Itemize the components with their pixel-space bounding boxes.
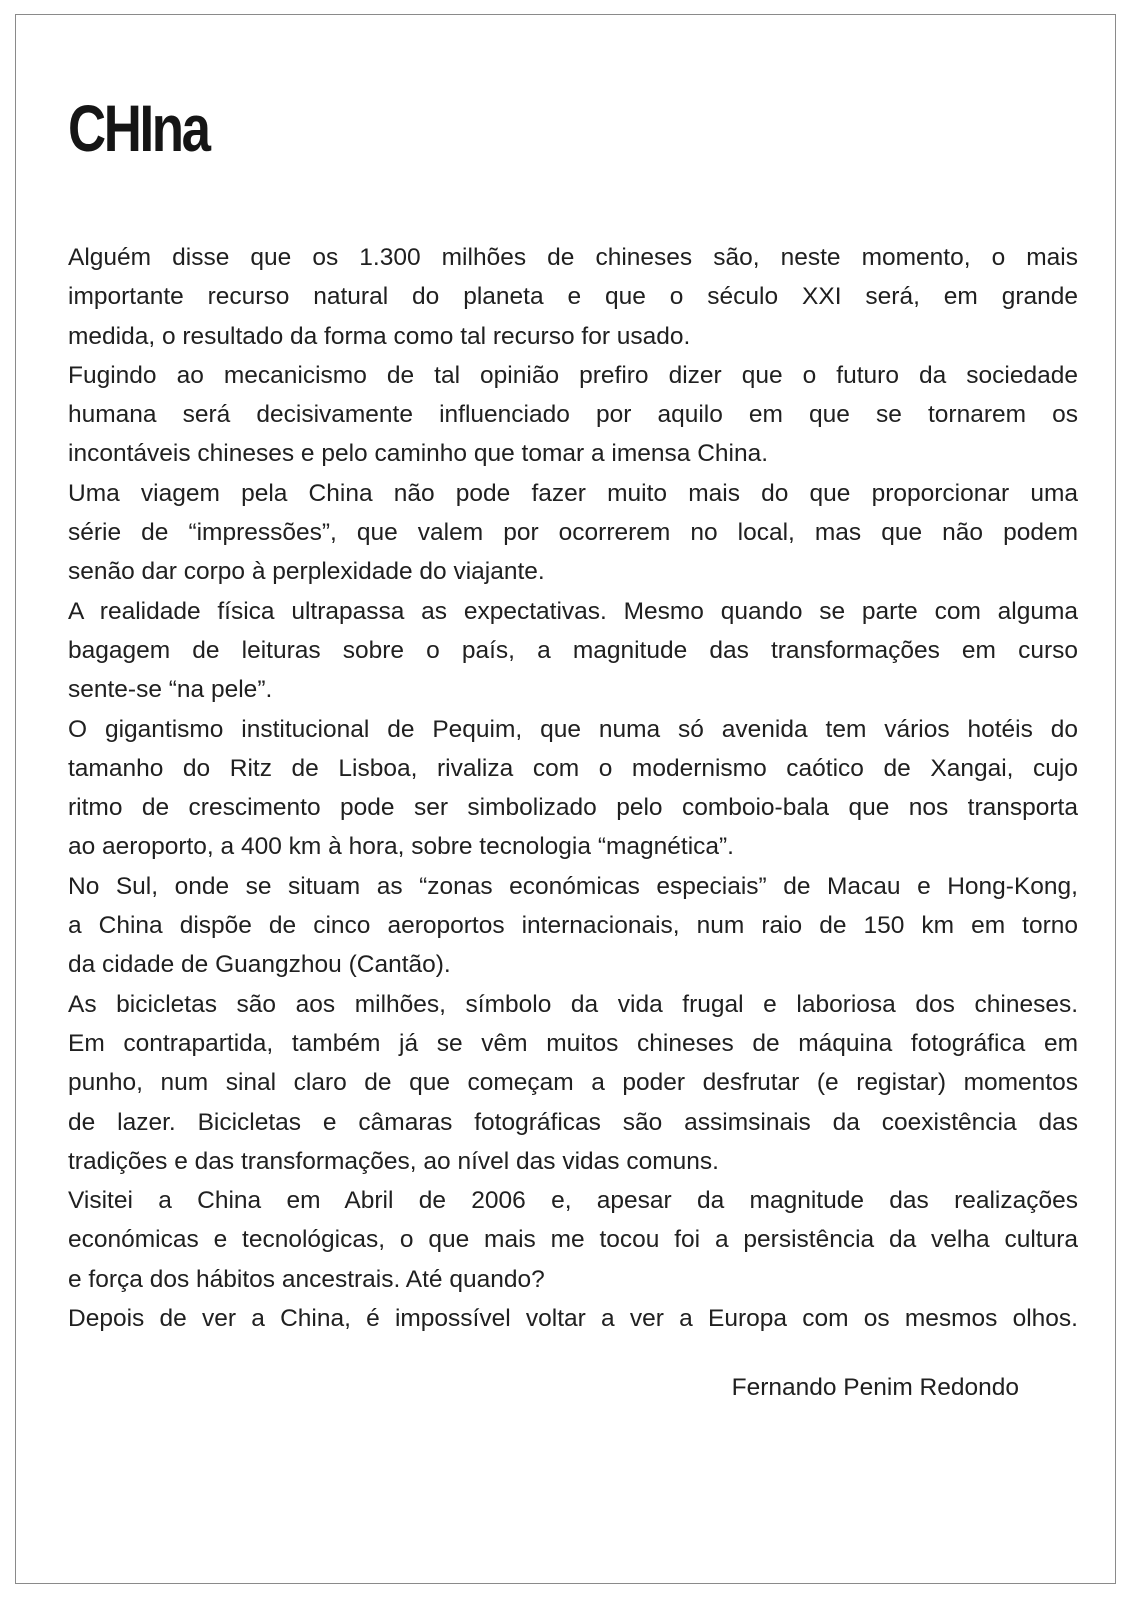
text-line: importante recurso natural do planeta e que o século XXI será, em grande bbox=[68, 283, 1078, 311]
text-line: Depois de ver a China, é impossível voltar a ver a Europa com os mesmos olhos. bbox=[68, 1305, 1078, 1333]
text-line: No Sul, onde se situam as “zonas económicas especiais” de Macau e Hong-Kong, bbox=[68, 872, 1078, 900]
text-line: Em contrapartida, também já se vêm muitos chineses de máquina fotográfica em bbox=[68, 1029, 1078, 1057]
text-line: e força dos hábitos ancestrais. Até quando? bbox=[68, 1265, 545, 1293]
text-line: a China dispõe de cinco aeroportos internacionais, num raio de 150 km em torno bbox=[68, 912, 1078, 940]
text-line: de lazer. Bicicletas e câmaras fotográficas são assimsinais da coexistência das bbox=[68, 1108, 1078, 1136]
text-line: Uma viagem pela China não pode fazer muito mais do que proporcionar uma bbox=[68, 479, 1078, 507]
text-line: As bicicletas são aos milhões, símbolo da vida frugal e laboriosa dos chineses. bbox=[68, 990, 1078, 1018]
text-line: sente-se “na pele”. bbox=[68, 676, 273, 704]
text-line: senão dar corpo à perplexidade do viajante. bbox=[68, 558, 545, 586]
author-signature: Fernando Penim Redondo bbox=[731, 1374, 1019, 1401]
text-line: punho, num sinal claro de que começam a poder desfrutar (e registar) momentos bbox=[68, 1069, 1078, 1097]
document-title: CHIna bbox=[68, 91, 209, 165]
text-line: A realidade física ultrapassa as expectativas. Mesmo quando se parte com alguma bbox=[68, 597, 1078, 625]
text-line: bagagem de leituras sobre o país, a magnitude das transformações em curso bbox=[68, 636, 1078, 664]
article-body bbox=[68, 238, 1078, 1338]
text-line: Fugindo ao mecanicismo de tal opinião prefiro dizer que o futuro da sociedade bbox=[68, 361, 1078, 389]
text-line: tamanho do Ritz de Lisboa, rivaliza com o modernismo caótico de Xangai, cujo bbox=[68, 754, 1078, 782]
text-line: tradições e das transformações, ao nível das vidas comuns. bbox=[68, 1147, 719, 1175]
text-line: da cidade de Guangzhou (Cantão). bbox=[68, 951, 451, 979]
text-line: série de “impressões”, que valem por ocorrerem no local, mas que não podem bbox=[68, 519, 1078, 547]
text-line: económicas e tecnológicas, o que mais me tocou foi a persistência da velha cultura bbox=[68, 1226, 1078, 1254]
text-line: O gigantismo institucional de Pequim, que numa só avenida tem vários hotéis do bbox=[68, 715, 1078, 743]
text-line: Alguém disse que os 1.300 milhões de chineses são, neste momento, o mais bbox=[68, 244, 1078, 271]
text-line: Visitei a China em Abril de 2006 e, apesar da magnitude das realizações bbox=[68, 1187, 1078, 1215]
text-line: humana será decisivamente influenciado por aquilo em que se tornarem os bbox=[68, 401, 1078, 429]
text-line: medida, o resultado da forma como tal recurso for usado. bbox=[68, 322, 691, 350]
text-line: ritmo de crescimento pode ser simbolizado pelo comboio-bala que nos transporta bbox=[68, 794, 1078, 822]
text-line: ao aeroporto, a 400 km à hora, sobre tecnologia “magnética”. bbox=[68, 833, 734, 861]
text-line: incontáveis chineses e pelo caminho que tomar a imensa China. bbox=[68, 440, 769, 468]
